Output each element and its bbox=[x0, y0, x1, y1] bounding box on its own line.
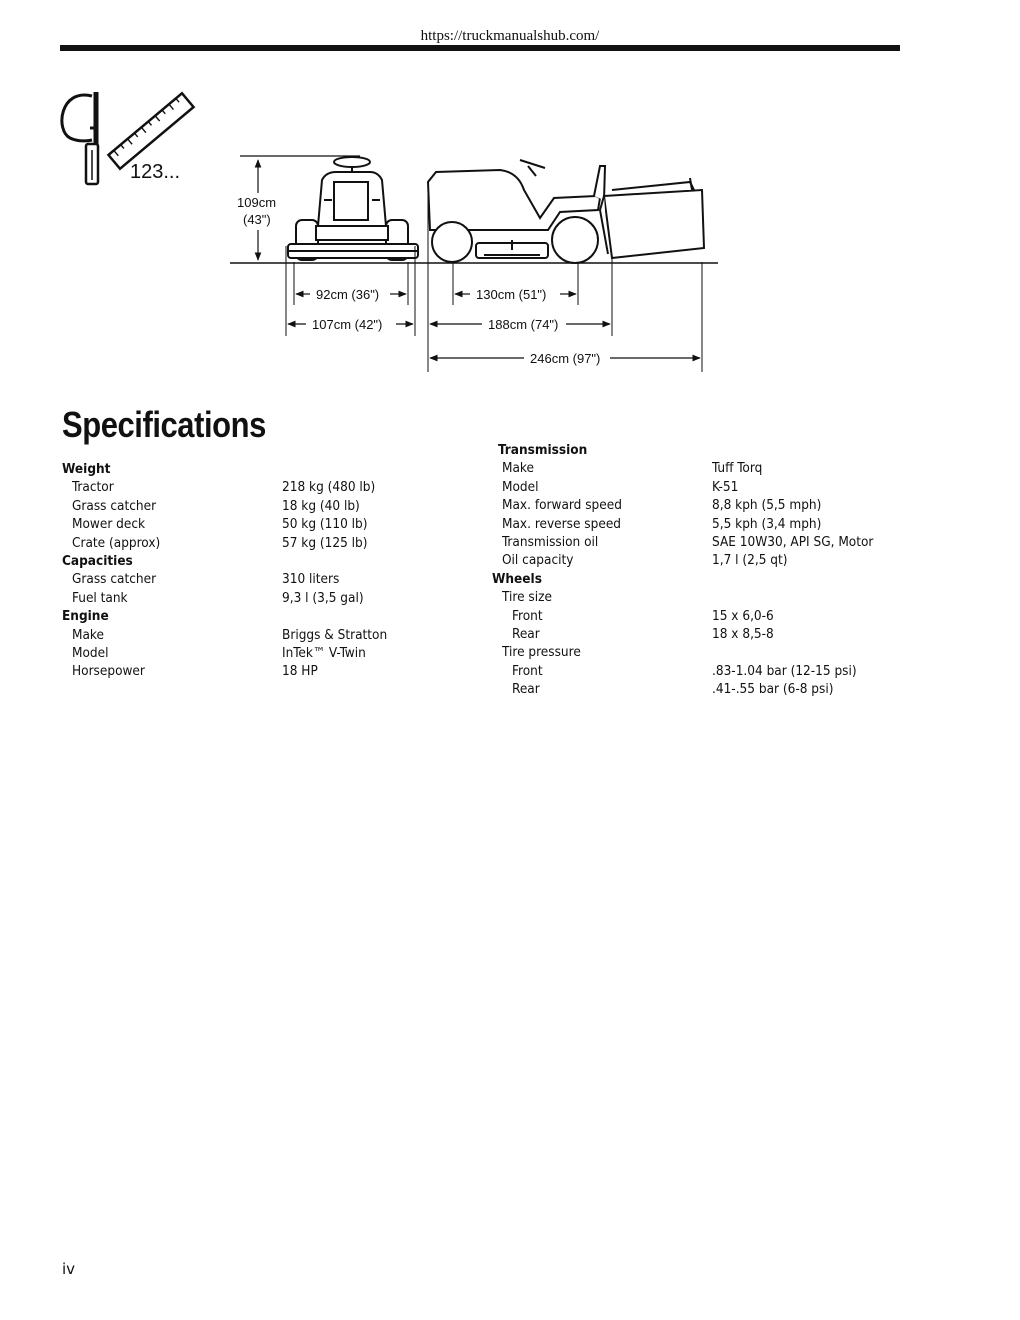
spec-row bbox=[492, 680, 912, 698]
spec-value: 18 x 8,5-8 bbox=[712, 625, 774, 642]
spec-label: Max. reverse speed bbox=[502, 515, 622, 532]
spec-value: 9,3 l (3,5 gal) bbox=[282, 589, 364, 606]
spec-row bbox=[492, 533, 912, 551]
spec-row bbox=[492, 588, 912, 606]
dim-92cm: 92cm (36") bbox=[316, 287, 380, 302]
spec-row bbox=[62, 644, 462, 662]
spec-label: Tire size bbox=[502, 589, 552, 606]
spec-value: K-51 bbox=[712, 478, 739, 495]
spec-label: Fuel tank bbox=[72, 589, 128, 606]
spec-value: .83-1.04 bar (12-15 psi) bbox=[712, 662, 857, 679]
spec-label: Horsepower bbox=[72, 663, 145, 680]
spec-label: Rear bbox=[512, 625, 540, 642]
dim-107cm: 107cm (42") bbox=[312, 317, 383, 332]
spec-section-heading bbox=[492, 570, 912, 588]
spec-label: Model bbox=[72, 644, 109, 661]
spec-row bbox=[62, 662, 462, 680]
page-title: Specifications bbox=[62, 404, 266, 445]
spec-value: 18 HP bbox=[282, 663, 318, 680]
spec-row bbox=[492, 478, 912, 496]
spec-row bbox=[492, 551, 912, 569]
spec-row bbox=[62, 497, 462, 515]
height-label-in: (43") bbox=[243, 212, 271, 227]
spec-row bbox=[492, 607, 912, 625]
spec-label: Rear bbox=[512, 681, 540, 698]
spec-row bbox=[492, 459, 912, 477]
spec-label: Weight bbox=[62, 461, 111, 477]
spec-label: Max. forward speed bbox=[502, 497, 622, 514]
spec-label: Make bbox=[502, 460, 534, 477]
spec-label: Grass catcher bbox=[72, 571, 157, 588]
spec-value: 1,7 l (2,5 qt) bbox=[712, 552, 788, 569]
spec-row bbox=[62, 589, 462, 607]
spec-value: 18 kg (40 lb) bbox=[282, 497, 360, 514]
spec-label: Tractor bbox=[72, 479, 114, 496]
spec-label: Oil capacity bbox=[502, 552, 574, 569]
icon-caption: 123... bbox=[130, 161, 181, 183]
dimensions-diagram bbox=[0, 0, 1020, 400]
spec-value: 57 kg (125 lb) bbox=[282, 534, 368, 551]
spec-label: Transmission oil bbox=[502, 533, 599, 550]
spec-label: Transmission bbox=[498, 442, 588, 458]
spec-label: Crate (approx) bbox=[72, 534, 161, 551]
spec-label: Engine bbox=[62, 608, 109, 625]
spec-row bbox=[62, 515, 462, 533]
spec-section-heading bbox=[62, 552, 462, 570]
spec-row bbox=[62, 626, 462, 644]
spec-value: InTek™ V-Twin bbox=[282, 644, 366, 661]
dim-130cm: 130cm (51") bbox=[476, 287, 547, 302]
spec-label: Grass catcher bbox=[72, 497, 157, 514]
spec-row bbox=[492, 625, 912, 643]
height-label-cm: 109cm bbox=[237, 195, 277, 210]
spec-row bbox=[492, 643, 912, 661]
spec-value: Tuff Torq bbox=[712, 460, 763, 477]
spec-value: 218 kg (480 lb) bbox=[282, 479, 376, 496]
spec-value: 8,8 kph (5,5 mph) bbox=[712, 497, 822, 514]
spec-label: Front bbox=[512, 662, 543, 679]
spec-label: Tire pressure bbox=[502, 644, 581, 661]
dim-188cm: 188cm (74") bbox=[488, 317, 559, 332]
specs-left-column bbox=[62, 460, 462, 681]
spec-label: Model bbox=[502, 478, 539, 495]
spec-value: SAE 10W30, API SG, Motor bbox=[712, 533, 874, 550]
spec-label: Make bbox=[72, 626, 104, 643]
spec-row bbox=[492, 662, 912, 680]
spec-section-heading bbox=[62, 607, 462, 625]
tractor-side-view bbox=[428, 160, 605, 263]
grass-catcher bbox=[600, 178, 704, 258]
spec-value: 15 x 6,0-6 bbox=[712, 607, 774, 624]
spec-section-heading bbox=[62, 460, 462, 478]
spec-section-heading bbox=[492, 441, 912, 459]
spec-value: 50 kg (110 lb) bbox=[282, 516, 368, 533]
spec-row bbox=[62, 478, 462, 496]
spec-label: Wheels bbox=[492, 570, 542, 587]
spec-row bbox=[62, 570, 462, 588]
spec-row bbox=[492, 515, 912, 533]
spec-row bbox=[62, 534, 462, 552]
spec-label: Capacities bbox=[62, 552, 133, 569]
spec-row bbox=[492, 496, 912, 514]
spec-value: .41-.55 bar (6-8 psi) bbox=[712, 681, 834, 698]
caliper-icon bbox=[62, 92, 98, 184]
tractor-front-view bbox=[288, 157, 418, 260]
spec-value: 5,5 kph (3,4 mph) bbox=[712, 515, 822, 532]
specs-right-column bbox=[492, 441, 912, 698]
spec-label: Mower deck bbox=[72, 516, 146, 533]
source-url: https://truckmanualshub.com/ bbox=[420, 28, 600, 44]
dim-246cm: 246cm (97") bbox=[530, 351, 601, 366]
spec-label: Front bbox=[512, 607, 543, 624]
spec-value: Briggs & Stratton bbox=[282, 626, 388, 643]
spec-value: 310 liters bbox=[282, 571, 340, 588]
page-number: iv bbox=[62, 1260, 76, 1278]
ruler-icon bbox=[108, 93, 193, 168]
